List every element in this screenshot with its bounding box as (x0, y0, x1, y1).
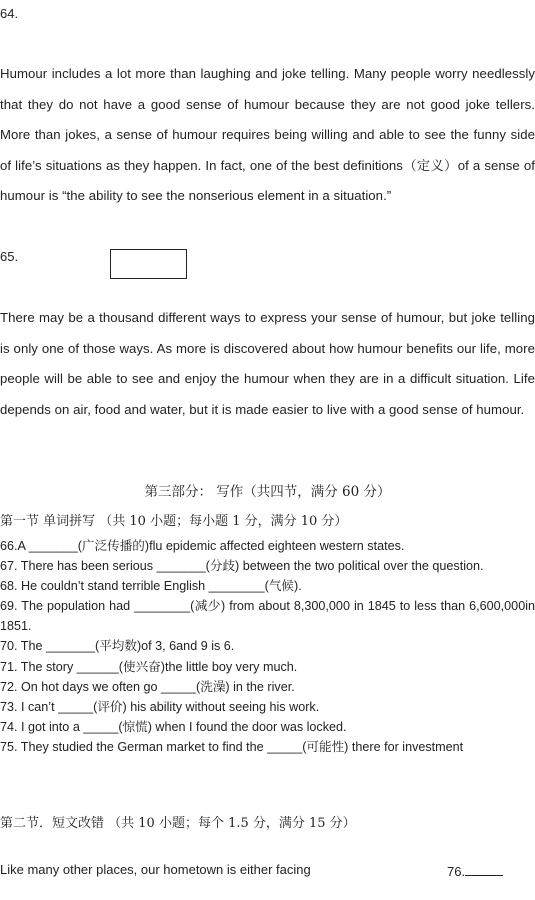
spelling-item-75: 75. They studied the German market to find the _____(可能性) there for investment (0, 739, 464, 754)
error-correction-line (0, 862, 535, 877)
spelling-item-67: 67. There has been serious _______(分歧) between the two political over the question. (0, 559, 484, 574)
blank-76-number: 76. (447, 864, 466, 879)
error-correction-text: Like many other places, our hometown is either facing (0, 862, 311, 877)
spelling-item-71: 71. The story ______(使兴奋)the little boy very much. (0, 659, 298, 674)
passage-paragraph-1: Humour includes a lot more than laughing and joke telling. Many people worry needlessly that they do not have a good sense of humour because they are not good joke tellers. More than jokes, a sense of humour requires being willing and able to see the funny side of life’s situations as they happen. In fact, one of the best definitions（定义）of a sense of humour is “the ability to see the nonserious element in a situation.” (0, 66, 535, 203)
question-65-number: 65. (0, 249, 19, 264)
spelling-items-list (0, 536, 535, 757)
part-3-title: 第三部分： 写作（共四节，满分 60 分） (144, 484, 391, 500)
section-1-title: 第一节 单词拼写 （共 10 小题；每小题 1 分，满分 10 分） (0, 514, 348, 529)
spelling-item-70: 70. The _______(平均数)of 3, 6and 9 is 6. (0, 639, 235, 654)
spelling-item-66: 66.A _______(广泛传播的)flu epidemic affected eighteen western states. (0, 539, 405, 553)
blank-76[interactable] (447, 862, 503, 879)
spelling-item-73: 73. I can’t _____(评价) his ability without seeing his work. (0, 699, 320, 714)
blank-76-line[interactable] (465, 862, 503, 876)
answer-box-65[interactable] (110, 249, 187, 279)
spelling-item-72: 72. On hot days we often go _____(洗澡) in the river. (0, 679, 295, 694)
spelling-item-69: 69. The population had ________(减少) from about 8,300,000 in 1845 to less than 6,600,000in 1851. (0, 599, 535, 634)
passage-paragraph-2: There may be a thousand different ways to express your sense of humour, but joke telling is only one of those ways. As more is discovered about how humour benefits our life, more people will be able to see and enjoy the humour when they are in a difficult situation. Life depends on air, food and water, but it is made easier to live with a good sense of humour. (0, 310, 535, 417)
spelling-item-68: 68. He couldn’t stand terrible English ________(气候). (0, 579, 302, 594)
section-2-title: 第二节．短文改错 （共 10 小题；每个 1.5 分，满分 15 分） (0, 816, 356, 831)
question-64-number: 64. (0, 6, 19, 21)
spelling-item-74: 74. I got into a _____(惊慌) when I found the door was locked. (0, 719, 347, 734)
